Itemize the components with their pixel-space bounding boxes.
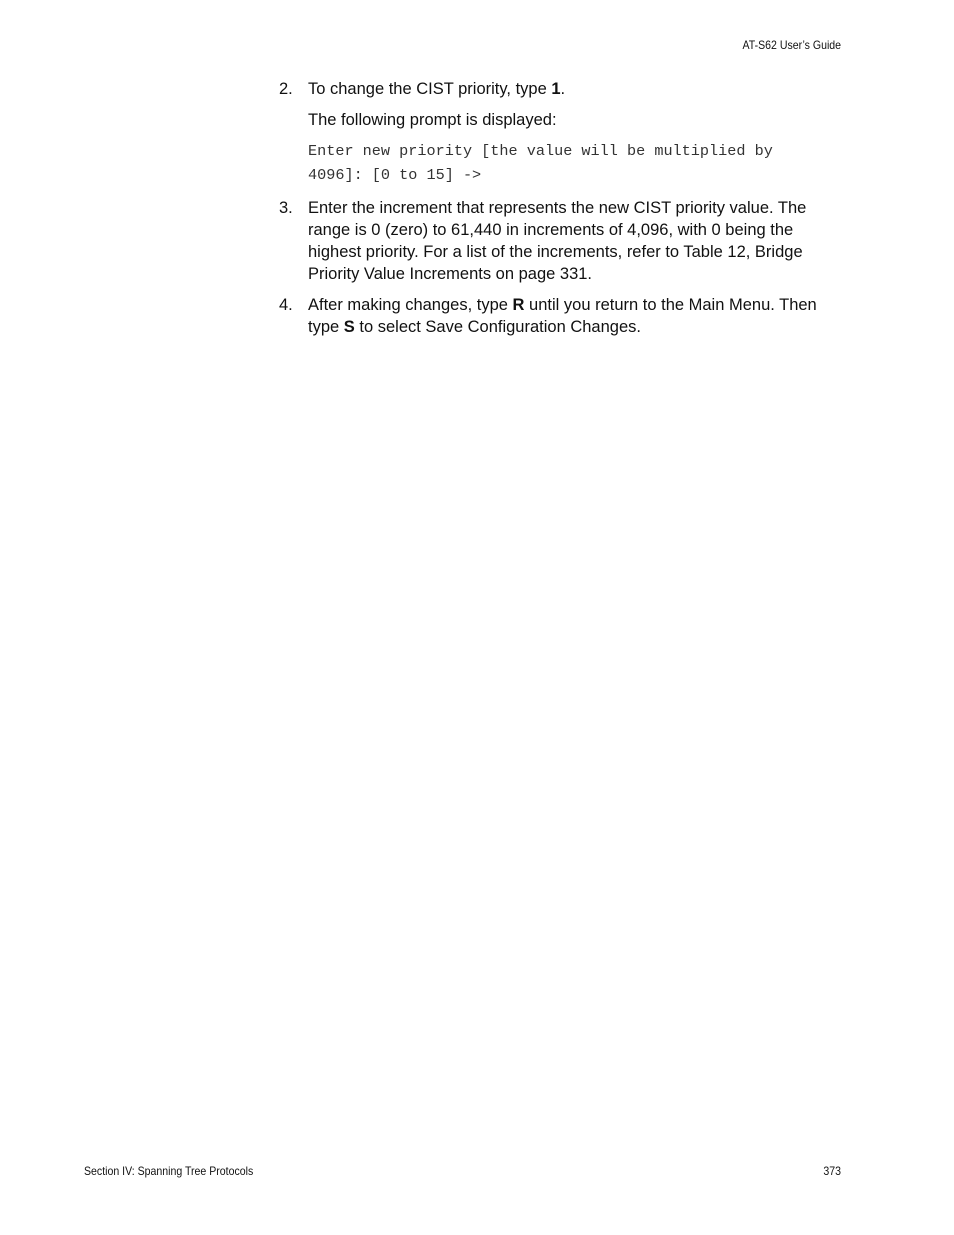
instruction-text: to select Save Configuration Changes. — [354, 318, 641, 336]
code-line-2: 4096]: [0 to 15] -> — [308, 166, 482, 184]
page-number: 373 — [823, 1164, 841, 1178]
step-2 — [279, 78, 849, 188]
key-label-s: S — [343, 318, 355, 336]
instruction-text-end: . — [560, 80, 566, 98]
instruction-text: To change the CIST priority, type — [308, 80, 552, 98]
step-body: Enter the increment that represents the new CIST priority value. The range is 0 (zero) to 61,440 in increments of 4,096, with 0 being the highest priority. For a list of the increments, refer to Table 12, Bridge Priority Value Increments on page 331. — [308, 199, 807, 283]
key-label-r: R — [512, 296, 525, 314]
step-instruction — [308, 78, 849, 100]
instruction-text: until you return to the Main Menu. Then type — [308, 296, 817, 336]
step-body — [308, 294, 849, 338]
step-subtext: The following prompt is displayed: — [308, 111, 557, 129]
key-label: 1 — [551, 80, 561, 98]
step-number: 3. — [279, 199, 293, 217]
procedure-steps — [279, 78, 849, 347]
instruction-text: After making changes, type — [308, 296, 513, 314]
step-body — [308, 78, 849, 188]
step-4 — [279, 294, 849, 338]
code-line-1: Enter new priority [the value will be multiplied by — [308, 142, 773, 160]
step-number: 4. — [279, 296, 293, 314]
footer-section-title: Section IV: Spanning Tree Protocols — [84, 1164, 254, 1178]
running-header: AT-S62 User’s Guide — [742, 38, 841, 52]
step-number: 2. — [279, 80, 293, 98]
step-3 — [279, 197, 849, 285]
